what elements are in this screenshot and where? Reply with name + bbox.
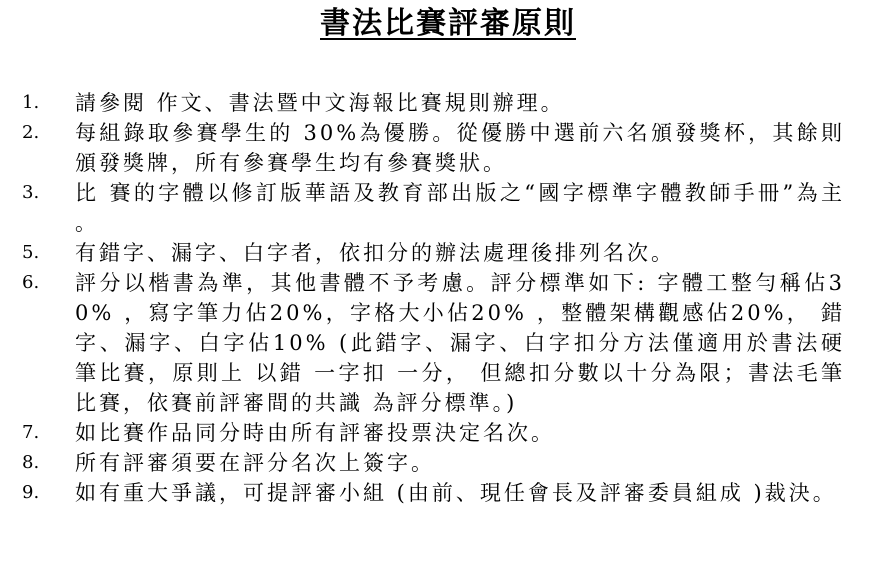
rule-text: 每組錄取參賽學生的 30%為優勝。從優勝中選前六名頒發獎杯，其餘則頒發獎牌，所有參賽學生均有參賽獎狀。 bbox=[75, 121, 845, 175]
rule-item-8 bbox=[0, 448, 896, 478]
rule-item-3 bbox=[0, 178, 896, 238]
rules-list bbox=[0, 88, 896, 508]
rule-text: 如比賽作品同分時由所有評審投票決定名次。 bbox=[75, 421, 555, 445]
rule-text: 有錯字、漏字、白字者，依扣分的辦法處理後排列名次。 bbox=[75, 241, 675, 265]
rule-item-5 bbox=[0, 238, 896, 268]
rule-number: 8. bbox=[22, 452, 40, 473]
page-title bbox=[0, 4, 896, 44]
rule-text: 所有評審須要在評分名次上簽字。 bbox=[75, 451, 435, 475]
rule-number: 6. bbox=[22, 272, 40, 293]
rule-text: 如有重大爭議，可提評審小組 (由前、現任會長及評審委員組成 )裁決。 bbox=[75, 481, 837, 505]
rule-number: 1. bbox=[22, 92, 40, 113]
rule-text: 比 賽的字體以修訂版華語及教育部出版之“國字標準字體教師手冊”為主 。 bbox=[75, 181, 845, 235]
rule-item-9 bbox=[0, 478, 896, 508]
rule-number: 9. bbox=[22, 482, 40, 503]
rule-text: 請參閱 作文、書法暨中文海報比賽規則辦理。 bbox=[75, 91, 565, 115]
rule-number: 7. bbox=[22, 422, 40, 443]
rule-number: 2. bbox=[22, 122, 40, 143]
page-title-text: 書法比賽評審原則 bbox=[320, 6, 576, 41]
rule-item-7 bbox=[0, 418, 896, 448]
rule-text: 評分以楷書為準，其他書體不予考慮。評分標準如下: 字體工整勻稱佔30% ，寫字筆力佔20%，字格大小佔20% ，整體架構觀感佔20%， 錯字、漏字、白字佔10% (此錯字、漏字、白字扣分方法僅適用於書法硬筆比賽，原則上 以錯 一字扣 一分， 但總扣分數以十分為限；書法毛筆比賽，依賽前評審間的共識 為評分標準。) bbox=[75, 271, 845, 415]
rule-item-1 bbox=[0, 88, 896, 118]
rule-item-6 bbox=[0, 268, 896, 418]
rule-number: 3. bbox=[22, 182, 40, 203]
rule-item-2 bbox=[0, 118, 896, 178]
rule-number: 5. bbox=[22, 242, 40, 263]
